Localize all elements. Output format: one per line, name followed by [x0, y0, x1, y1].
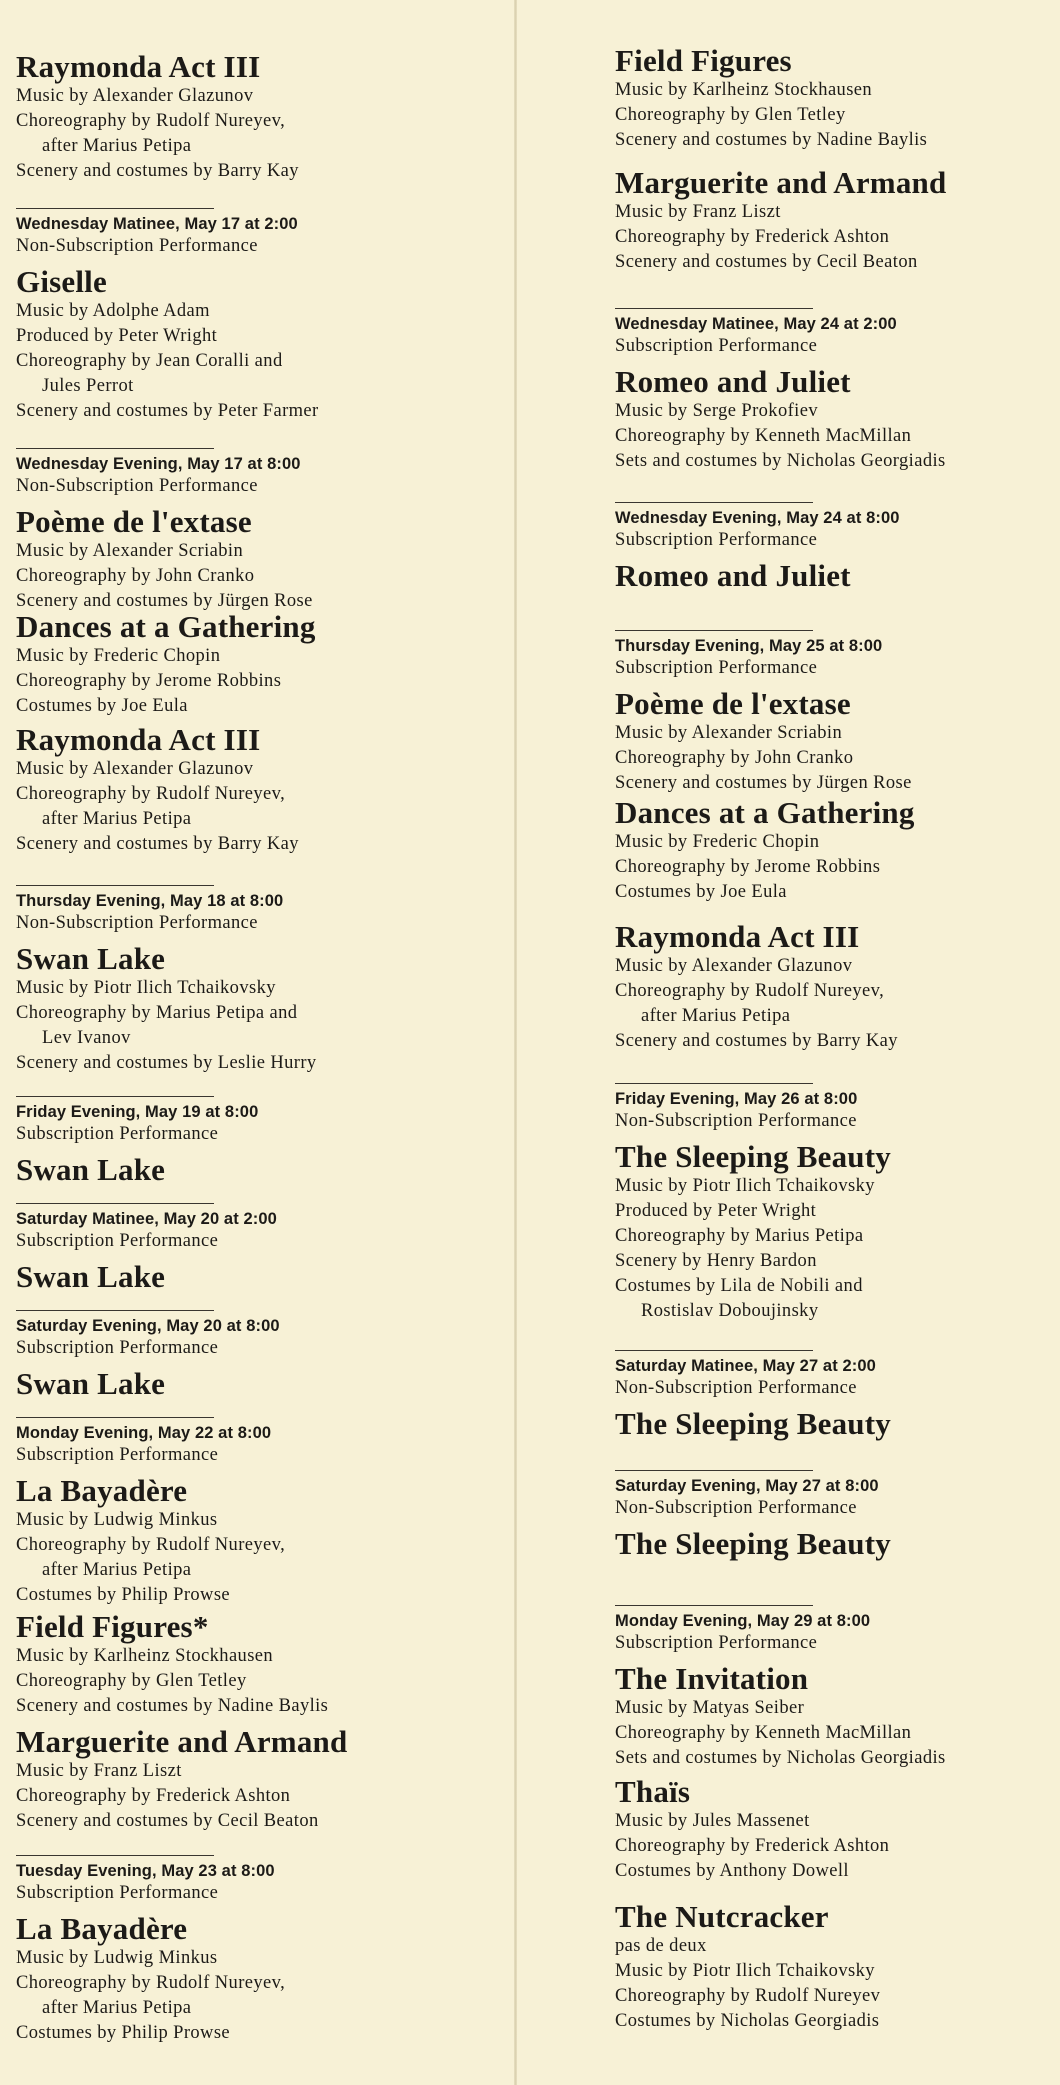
- performance-date: Friday Evening, May 19 at 8:00: [16, 1103, 259, 1121]
- credit-line: Music by Karlheinz Stockhausen: [615, 80, 873, 100]
- ballet-title: Swan Lake: [16, 1152, 166, 1187]
- credit-line: Music by Franz Liszt: [615, 202, 781, 222]
- performance-type: Subscription Performance: [615, 658, 818, 678]
- ballet-title: Thaïs: [615, 1774, 691, 1809]
- performance-date: Friday Evening, May 26 at 8:00: [615, 1090, 858, 1108]
- performance-type: Subscription Performance: [16, 1883, 219, 1903]
- performance-type: Subscription Performance: [615, 530, 818, 550]
- divider: [615, 1083, 813, 1084]
- credit-line: Costumes by Nicholas Georgiadis: [615, 2011, 880, 2031]
- performance-date: Wednesday Evening, May 24 at 8:00: [615, 509, 900, 527]
- credit-line: Sets and costumes by Nicholas Georgiadis: [615, 451, 946, 471]
- divider: [615, 1605, 813, 1606]
- performance-type: Non-Subscription Performance: [16, 476, 258, 496]
- performance-date: Monday Evening, May 22 at 8:00: [16, 1424, 272, 1442]
- divider: [16, 1855, 214, 1856]
- credit-line: after Marius Petipa: [42, 1998, 192, 2018]
- ballet-title: Marguerite and Armand: [615, 165, 947, 200]
- credit-line: Music by Alexander Scriabin: [16, 541, 244, 561]
- program-entry: [16, 50, 506, 184]
- credit-line: Music by Matyas Seiber: [615, 1698, 805, 1718]
- credit-line: Music by Alexander Scriabin: [615, 723, 843, 743]
- ballet-title: Swan Lake: [16, 941, 166, 976]
- credit-line: Costumes by Philip Prowse: [16, 2023, 231, 2043]
- credit-line: Music by Alexander Glazunov: [16, 759, 254, 779]
- program-entry: [16, 1855, 506, 2046]
- program-entry: [615, 1470, 1055, 1561]
- credit-line: Costumes by Anthony Dowell: [615, 1861, 849, 1881]
- credit-line: after Marius Petipa: [42, 1560, 192, 1580]
- credit-line: Music by Alexander Glazunov: [615, 956, 853, 976]
- ballet-title: Dances at a Gathering: [16, 609, 316, 644]
- credit-line: Jules Perrot: [42, 376, 134, 396]
- program-entry: [615, 44, 1055, 153]
- ballet-title: Romeo and Juliet: [615, 364, 851, 399]
- ballet-title: Dances at a Gathering: [615, 795, 915, 830]
- ballet-title: Raymonda Act III: [615, 919, 860, 954]
- credit-line: Choreography by John Cranko: [16, 566, 255, 586]
- program-entry: [16, 1610, 506, 1719]
- credit-line: Choreography by Kenneth MacMillan: [615, 426, 912, 446]
- ballet-title: Field Figures: [615, 43, 792, 78]
- credit-line: Choreography by Glen Tetley: [615, 105, 846, 125]
- divider: [615, 1470, 813, 1471]
- credit-line: Music by Jules Massenet: [615, 1811, 810, 1831]
- credit-line: Choreography by Frederick Ashton: [16, 1786, 291, 1806]
- performance-type: Subscription Performance: [16, 1231, 219, 1251]
- program-entry: [16, 610, 506, 719]
- performance-type: Subscription Performance: [16, 1124, 219, 1144]
- credit-line: Costumes by Lila de Nobili and: [615, 1276, 863, 1296]
- credit-line: pas de deux: [615, 1936, 707, 1956]
- credit-line: Choreography by Rudolf Nureyev,: [16, 784, 286, 804]
- credit-line: Scenery and costumes by Cecil Beaton: [16, 1811, 319, 1831]
- ballet-title: La Bayadère: [16, 1473, 188, 1508]
- credit-line: Music by Piotr Ilich Tchaikovsky: [615, 1961, 875, 1981]
- performance-date: Saturday Evening, May 20 at 8:00: [16, 1317, 280, 1335]
- credit-line: Scenery and costumes by Nadine Baylis: [615, 130, 928, 150]
- credit-line: Scenery and costumes by Jürgen Rose: [16, 591, 313, 611]
- ballet-title: Field Figures*: [16, 1609, 209, 1644]
- divider: [16, 1417, 214, 1418]
- program-entry: [615, 796, 1055, 905]
- ballet-title: Raymonda Act III: [16, 722, 261, 757]
- program-entry: [615, 630, 1055, 796]
- divider: [16, 208, 214, 209]
- credit-line: Choreography by Glen Tetley: [16, 1671, 247, 1691]
- program-entry: [615, 166, 1055, 275]
- ballet-title: La Bayadère: [16, 1911, 188, 1946]
- ballet-title: The Sleeping Beauty: [615, 1406, 891, 1441]
- program-entry: [16, 723, 506, 857]
- divider: [16, 1310, 214, 1311]
- credit-line: Scenery and costumes by Nadine Baylis: [16, 1696, 329, 1716]
- credit-line: Music by Ludwig Minkus: [16, 1510, 218, 1530]
- credit-line: Music by Frederic Chopin: [16, 646, 221, 666]
- performance-type: Subscription Performance: [615, 1633, 818, 1653]
- program-entry: [615, 502, 1055, 593]
- divider: [16, 1203, 214, 1204]
- credit-line: Costumes by Joe Eula: [615, 882, 787, 902]
- ballet-title: Poème de l'extase: [16, 504, 252, 539]
- performance-type: Subscription Performance: [16, 1338, 219, 1358]
- ballet-title: Swan Lake: [16, 1366, 166, 1401]
- credit-line: Choreography by Rudolf Nureyev,: [16, 1973, 286, 1993]
- program-entry: [16, 1310, 506, 1401]
- performance-date: Tuesday Evening, May 23 at 8:00: [16, 1862, 275, 1880]
- performance-date: Saturday Matinee, May 20 at 2:00: [16, 1210, 277, 1228]
- credit-line: Music by Frederic Chopin: [615, 832, 820, 852]
- credit-line: Scenery and costumes by Jürgen Rose: [615, 773, 912, 793]
- performance-date: Wednesday Matinee, May 17 at 2:00: [16, 215, 298, 233]
- credit-line: Music by Piotr Ilich Tchaikovsky: [615, 1176, 875, 1196]
- credit-line: Scenery by Henry Bardon: [615, 1251, 817, 1271]
- credit-line: Choreography by Kenneth MacMillan: [615, 1723, 912, 1743]
- performance-date: Wednesday Evening, May 17 at 8:00: [16, 455, 301, 473]
- credit-line: Scenery and costumes by Barry Kay: [615, 1031, 898, 1051]
- program-entry: [615, 1900, 1055, 2034]
- performance-type: Non-Subscription Performance: [16, 236, 258, 256]
- ballet-title: Poème de l'extase: [615, 686, 851, 721]
- ballet-title: The Sleeping Beauty: [615, 1139, 891, 1174]
- program-entry: [16, 448, 506, 614]
- credit-line: Choreography by Jerome Robbins: [16, 671, 282, 691]
- performance-type: Non-Subscription Performance: [615, 1498, 857, 1518]
- program-entry: [16, 1096, 506, 1187]
- divider: [615, 308, 813, 309]
- performance-type: Non-Subscription Performance: [16, 913, 258, 933]
- credit-line: Choreography by Frederick Ashton: [615, 1836, 890, 1856]
- credit-line: Choreography by Marius Petipa: [615, 1226, 864, 1246]
- credit-line: Choreography by Jean Coralli and: [16, 351, 283, 371]
- credit-line: Music by Franz Liszt: [16, 1761, 182, 1781]
- credit-line: Costumes by Philip Prowse: [16, 1585, 231, 1605]
- credit-line: Choreography by Rudolf Nureyev,: [16, 111, 286, 131]
- credit-line: Music by Karlheinz Stockhausen: [16, 1646, 274, 1666]
- ballet-title: Romeo and Juliet: [615, 558, 851, 593]
- credit-line: after Marius Petipa: [42, 136, 192, 156]
- program-entry: [16, 885, 506, 1076]
- program-entry: [615, 1775, 1055, 1884]
- credit-line: Sets and costumes by Nicholas Georgiadis: [615, 1748, 946, 1768]
- credit-line: Music by Adolphe Adam: [16, 301, 210, 321]
- performance-date: Saturday Evening, May 27 at 8:00: [615, 1477, 879, 1495]
- program-entry: [615, 1350, 1055, 1441]
- ballet-title: The Nutcracker: [615, 1899, 829, 1934]
- performance-type: Non-Subscription Performance: [615, 1378, 857, 1398]
- performance-date: Wednesday Matinee, May 24 at 2:00: [615, 315, 897, 333]
- credit-line: after Marius Petipa: [42, 809, 192, 829]
- divider: [16, 885, 214, 886]
- program-entry: [615, 308, 1055, 474]
- program-entry: [16, 1725, 506, 1834]
- performance-date: Thursday Evening, May 18 at 8:00: [16, 892, 284, 910]
- credit-line: Scenery and costumes by Barry Kay: [16, 161, 299, 181]
- divider: [615, 502, 813, 503]
- page-fold: [514, 0, 517, 2085]
- performance-type: Non-Subscription Performance: [615, 1111, 857, 1131]
- credit-line: Choreography by Rudolf Nureyev,: [16, 1535, 286, 1555]
- performance-type: Subscription Performance: [16, 1445, 219, 1465]
- credit-line: Scenery and costumes by Barry Kay: [16, 834, 299, 854]
- credit-line: Music by Alexander Glazunov: [16, 86, 254, 106]
- program-entry: [16, 1203, 506, 1294]
- performance-date: Thursday Evening, May 25 at 8:00: [615, 637, 883, 655]
- credit-line: Produced by Peter Wright: [615, 1201, 817, 1221]
- divider: [615, 1350, 813, 1351]
- program-entry: [16, 1417, 506, 1608]
- credit-line: Produced by Peter Wright: [16, 326, 218, 346]
- credit-line: Music by Serge Prokofiev: [615, 401, 818, 421]
- performance-date: Monday Evening, May 29 at 8:00: [615, 1612, 871, 1630]
- program-entry: [615, 1083, 1055, 1324]
- divider: [16, 448, 214, 449]
- credit-line: Scenery and costumes by Peter Farmer: [16, 401, 319, 421]
- credit-line: Choreography by Jerome Robbins: [615, 857, 881, 877]
- credit-line: Lev Ivanov: [42, 1028, 131, 1048]
- ballet-title: Swan Lake: [16, 1259, 166, 1294]
- program-entry: [615, 1605, 1055, 1771]
- credit-line: Music by Ludwig Minkus: [16, 1948, 218, 1968]
- credit-line: Scenery and costumes by Cecil Beaton: [615, 252, 918, 272]
- ballet-title: Marguerite and Armand: [16, 1724, 348, 1759]
- credit-line: Choreography by Rudolf Nureyev: [615, 1986, 881, 2006]
- divider: [615, 630, 813, 631]
- credit-line: Music by Piotr Ilich Tchaikovsky: [16, 978, 276, 998]
- performance-type: Subscription Performance: [615, 336, 818, 356]
- credit-line: Choreography by Rudolf Nureyev,: [615, 981, 885, 1001]
- program-entry: [615, 920, 1055, 1054]
- divider: [16, 1096, 214, 1097]
- program-entry: [16, 208, 506, 424]
- ballet-title: The Sleeping Beauty: [615, 1526, 891, 1561]
- credit-line: Choreography by Marius Petipa and: [16, 1003, 298, 1023]
- credit-line: Choreography by John Cranko: [615, 748, 854, 768]
- performance-date: Saturday Matinee, May 27 at 2:00: [615, 1357, 876, 1375]
- ballet-title: Giselle: [16, 264, 107, 299]
- credit-line: Rostislav Doboujinsky: [641, 1301, 819, 1321]
- credit-line: Scenery and costumes by Leslie Hurry: [16, 1053, 317, 1073]
- credit-line: Choreography by Frederick Ashton: [615, 227, 890, 247]
- ballet-title: The Invitation: [615, 1661, 809, 1696]
- credit-line: after Marius Petipa: [641, 1006, 791, 1026]
- credit-line: Costumes by Joe Eula: [16, 696, 188, 716]
- ballet-title: Raymonda Act III: [16, 49, 261, 84]
